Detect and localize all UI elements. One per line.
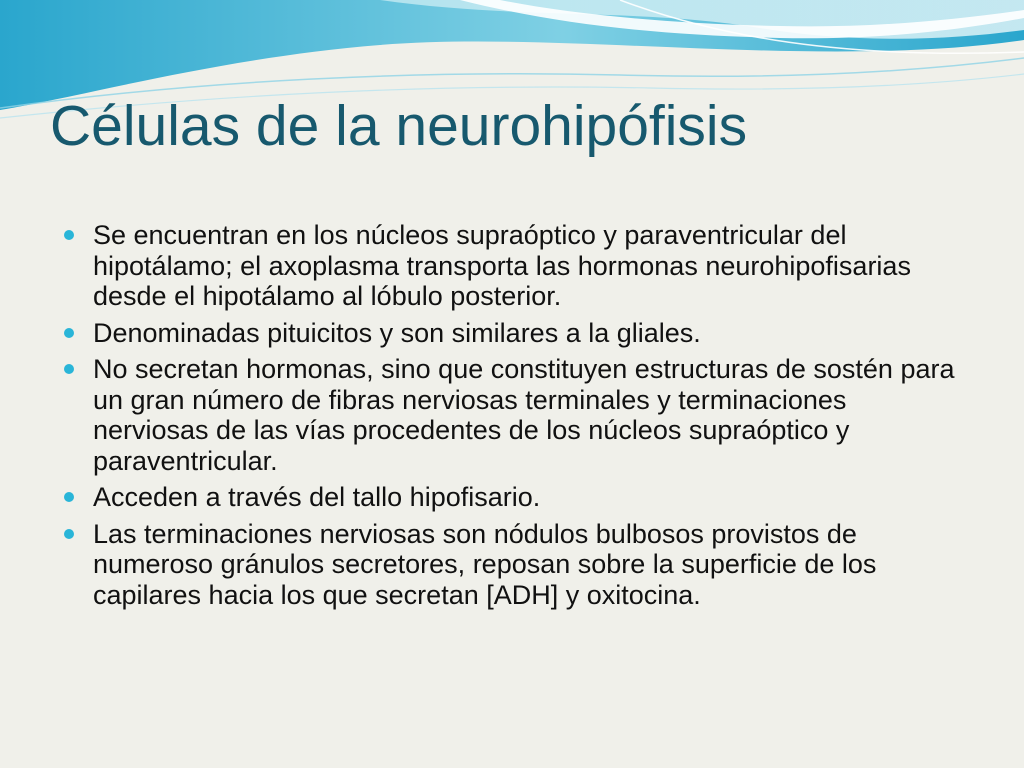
bullet-text: Las terminaciones nerviosas son nódulos bulbosos provistos de numeroso gránulos secretores, reposan sobre la superficie de los capilares hacia los que secretan [ADH] y oxitocina. <box>93 518 877 610</box>
bullet-text: Se encuentran en los núcleos supraóptico y paraventricular del hipotálamo; el axoplasma transporta las hormonas neurohipofisarias desde el hipotálamo al lóbulo posterior. <box>93 220 911 311</box>
bullet-item <box>64 482 969 513</box>
slide-title: Células de la neurohipófisis <box>50 94 748 158</box>
bullet-item <box>64 220 969 312</box>
bullet-list <box>64 220 969 616</box>
bullet-text: Denominadas pituicitos y son similares a la gliales. <box>93 317 701 348</box>
bullet-item <box>64 318 969 349</box>
bullet-text: Acceden a través del tallo hipofisario. <box>93 482 541 512</box>
bullet-item <box>64 519 969 611</box>
bullet-item <box>64 354 969 476</box>
bullet-dot-icon <box>64 230 74 240</box>
bullet-text: No secretan hormonas, sino que constituyen estructuras de sostén para un gran número de fibras nerviosas terminales y terminaciones nerviosas de las vías procedentes de los núcleos supraóptico y paraventricular. <box>93 354 955 476</box>
bullet-dot-icon <box>64 492 74 502</box>
bullet-dot-icon <box>64 529 74 539</box>
bullet-dot-icon <box>64 364 74 374</box>
bullet-dot-icon <box>64 328 74 338</box>
